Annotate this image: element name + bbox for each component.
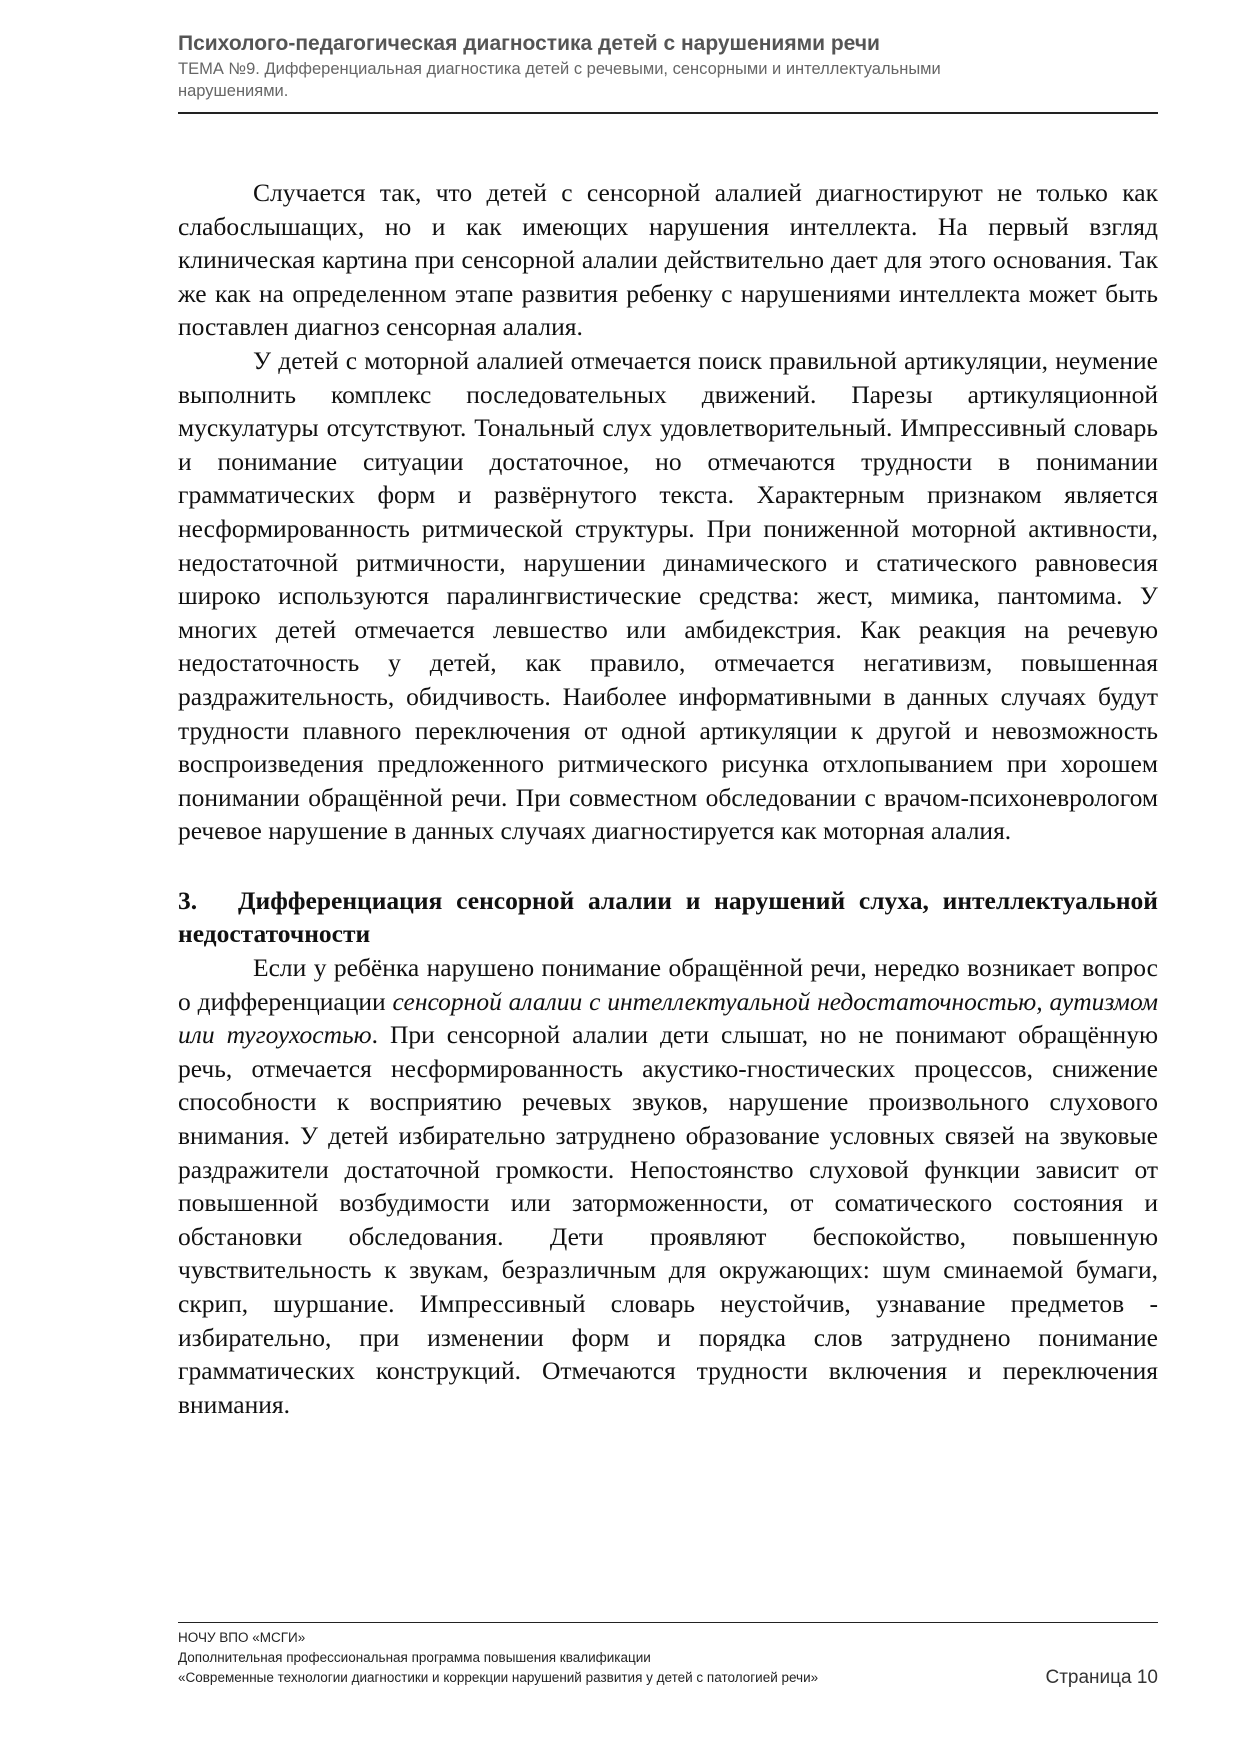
document-body: [178, 176, 1158, 1421]
page-number: Страница 10: [1045, 1667, 1158, 1688]
paragraph-3-emphasis: сенсорной алалии с интеллектуальной недостаточностью, аутизмом или тугоухостью: [178, 986, 1158, 1050]
paragraph-3-end: . При сенсорной алалии дети слышат, но не понимают обращённую речь, отмечается несформированность акустико-гностических процессов, снижение способности к восприятию речевых звуков, нарушение произвольного слухового внимания. У детей избирательно затруднено образование условных связей на звуковые раздражители достаточной громкости. Непостоянство слуховой функции зависит от повышенной возбудимости или заторможенности, от соматического состояния и обстановки обследования. Дети проявляют беспокойство, повышенную чувствительность к звукам, безразличным для окружающих: шум сминаемой бумаги, скрип, шуршание. Импрессивный словарь неустойчив, узнавание предметов - избирательно, при изменении форм и порядка слов затруднено понимание грамматических конструкций. Отмечаются трудности включения и переключения внимания.: [178, 1020, 1158, 1419]
page-header: [178, 30, 1158, 102]
paragraph-2: У детей с моторной алалией отмечается поиск правильной артикуляции, неумение выполнить комплекс последовательных движений. Парезы артикуляционной мускулатуры отсутствуют. Тональный слух удовлетворительный. Импрессивный словарь и понимание ситуации достаточное, но отмечаются трудности в понимании грамматических форм и развёрнутого текста. Характерным признаком является несформированность ритмической структуры. При пониженной моторной активности, недостаточной ритмичности, нарушении динамического и статического равновесия широко используются паралингвистические средства: жест, мимика, пантомима. У многих детей отмечается левшество или амбидекстрия. Как реакция на речевую недостаточность у детей, как правило, отмечается негативизм, повышенная раздражительность, обидчивость. Наиболее информативными в данных случаях будут трудности плавного переключения от одной артикуляции к другой и невозможность воспроизведения предложенного ритмического рисунка отхлопыванием при хорошем понимании обращённой речи. При совместном обследовании с врачом-психоневрологом речевое нарушение в данных случаях диагностируется как моторная алалия.: [178, 345, 1158, 846]
section-number: 3.: [178, 885, 198, 915]
header-title: Психолого-педагогическая диагностика детей с нарушениями речи: [178, 32, 880, 55]
section-heading: [178, 884, 1158, 951]
page-footer: [178, 1628, 1158, 1688]
header-divider: [178, 112, 1158, 114]
paragraph-3-start: Если у ребёнка нарушено понимание обращённой речи, нередко возникает вопрос о дифференциации: [178, 953, 1158, 1016]
header-subtitle-line-1: ТЕМА №9. Дифференциальная диагностика детей с речевыми, сенсорными и интеллектуальными: [178, 60, 941, 78]
paragraph-3: [178, 951, 1158, 1421]
paragraph-1: Случается так, что детей с сенсорной алалией диагностируют не только как слабослышащих, но и как имеющих нарушения интеллекта. На первый взгляд клиническая картина при сенсорной алалии действительно дает для этого основания. Так же как на определенном этапе развития ребенку с нарушениями интеллекта может быть поставлен диагноз сенсорная алалия.: [178, 178, 1158, 342]
footer-divider: [178, 1622, 1158, 1623]
section-title: Дифференциация сенсорной алалии и нарушений слуха, интеллектуальной недостаточности: [178, 885, 1158, 949]
footer-program: Дополнительная профессиональная программа повышения квалификации: [178, 1650, 651, 1665]
footer-org: НОЧУ ВПО «МСГИ»: [178, 1630, 306, 1645]
header-subtitle-line-2: нарушениями.: [178, 82, 289, 100]
footer-course: «Современные технологии диагностики и коррекции нарушений развития у детей с патологией речи»: [178, 1670, 819, 1685]
